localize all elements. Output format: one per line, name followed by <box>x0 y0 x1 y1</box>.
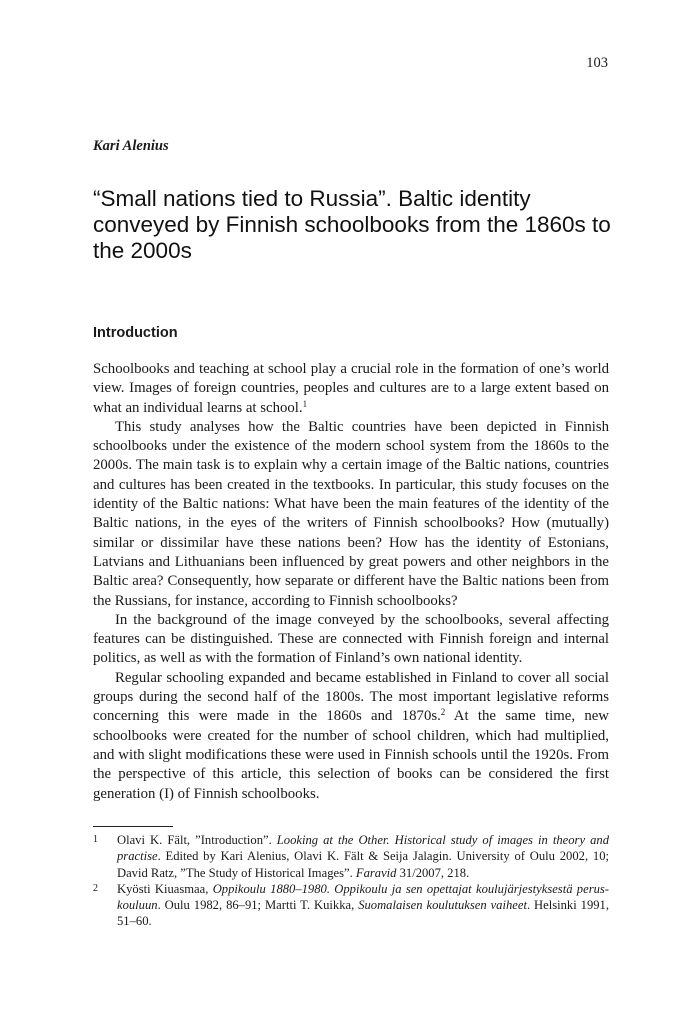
footnote-ref-2[interactable]: 2 <box>440 707 446 718</box>
footnote-text: . Edited by Kari Alenius, Olavi K. Fält & Seija Jalagin. University of Oulu 2002, 10; David Ratz, ”The Study of Historical Images”. <box>117 849 609 880</box>
footnotes <box>93 832 609 930</box>
footnote-number: 1 <box>93 834 98 845</box>
paragraph-4 <box>93 669 609 804</box>
paragraph-2-text: This study analyses how the Baltic countries have been depicted in Finnish schoolbooks under the existence of the modern school system from the 1860s to the 2000s. The main task is to explain why a certain image of the Baltic nations, countries and cultures has been created in the textbooks. In particular, this study focuses on the identity of the Baltic nations: What have been the main features of the identity of the Baltic nations, in the eyes of the writers of Finnish schoolbooks? How (mutually) similar or dissimilar have these nations been? How has the identity of Estonians, Latvians and Lithuanians been influenced by great powers and other neighbors in the Baltic area? Consequently, how separate or different have the Baltic nations been from the Russians, for instance, according to Finnish schoolbooks? <box>93 418 609 609</box>
paragraph-3-text: In the background of the image conveyed by the schoolbooks, several affecting features can be distinguished. These are connected with Finnish foreign and internal politics, as well as with the formation of Finland’s own national identity. <box>93 611 609 667</box>
footnote-text: . Oulu 1982, 86–91; Martti T. Kuikka, <box>157 898 359 913</box>
page-number: 103 <box>586 55 608 71</box>
footnote-text: 31/2007, 218. <box>396 865 470 880</box>
footnote-number: 2 <box>93 882 98 894</box>
article-title: “Small nations tied to Russia”. Baltic identity conveyed by Finnish schoolbooks from the 1860s to the 2000s <box>93 186 611 263</box>
paragraph-4-text-a: Regular schooling expanded and became established in Finland to cover all social groups during the second half of the 1800s. The most important legislative reforms concerning this were made in the 1860s and 1870s. <box>93 669 609 725</box>
footnote-text: Kyösti Kiuasmaa, <box>117 881 213 896</box>
paragraph-3 <box>93 611 609 669</box>
author-name: Kari Alenius <box>93 138 169 154</box>
body-text <box>93 360 609 804</box>
paragraph-1-text: Schoolbooks and teaching at school play a crucial role in the formation of one’s world view. Images of foreign countries, peoples and cultures are to a large extent based on what an individual learns at school. <box>93 361 609 416</box>
footnote-title-italic: Looking at the Other. Historical study of images in theory and practise <box>117 833 609 864</box>
footnote-2 <box>93 881 609 930</box>
paragraph-1 <box>93 360 609 418</box>
footnote-divider <box>93 826 173 827</box>
footnote-text: . Helsinki 1991, 51–60. <box>117 898 609 929</box>
section-heading: Introduction <box>93 325 178 341</box>
paragraph-4-text-b: At the same time, new schoolbooks were created for the number of school children, which had multiplied, and with slight modifications these were used in Finnish schools until the 1920s. From the perspective of this article, this selection of books can be considered the first generation (I) of Finnish schoolbooks. <box>93 708 609 802</box>
footnote-title-italic: Suomalaisen koulutuksen vaiheet <box>358 898 527 913</box>
paragraph-2 <box>93 418 609 611</box>
footnote-title-italic: Oppikoulu 1880–1980. Oppikoulu ja sen opettajat koulujärjestyksestä peruskouluun <box>117 881 609 913</box>
footnote-1 <box>93 832 609 881</box>
footnote-title-italic: Faravid <box>355 865 397 880</box>
footnote-ref-1[interactable]: 1 <box>302 398 308 409</box>
footnote-text: Olavi K. Fält, ”Introduction”. <box>117 833 277 847</box>
